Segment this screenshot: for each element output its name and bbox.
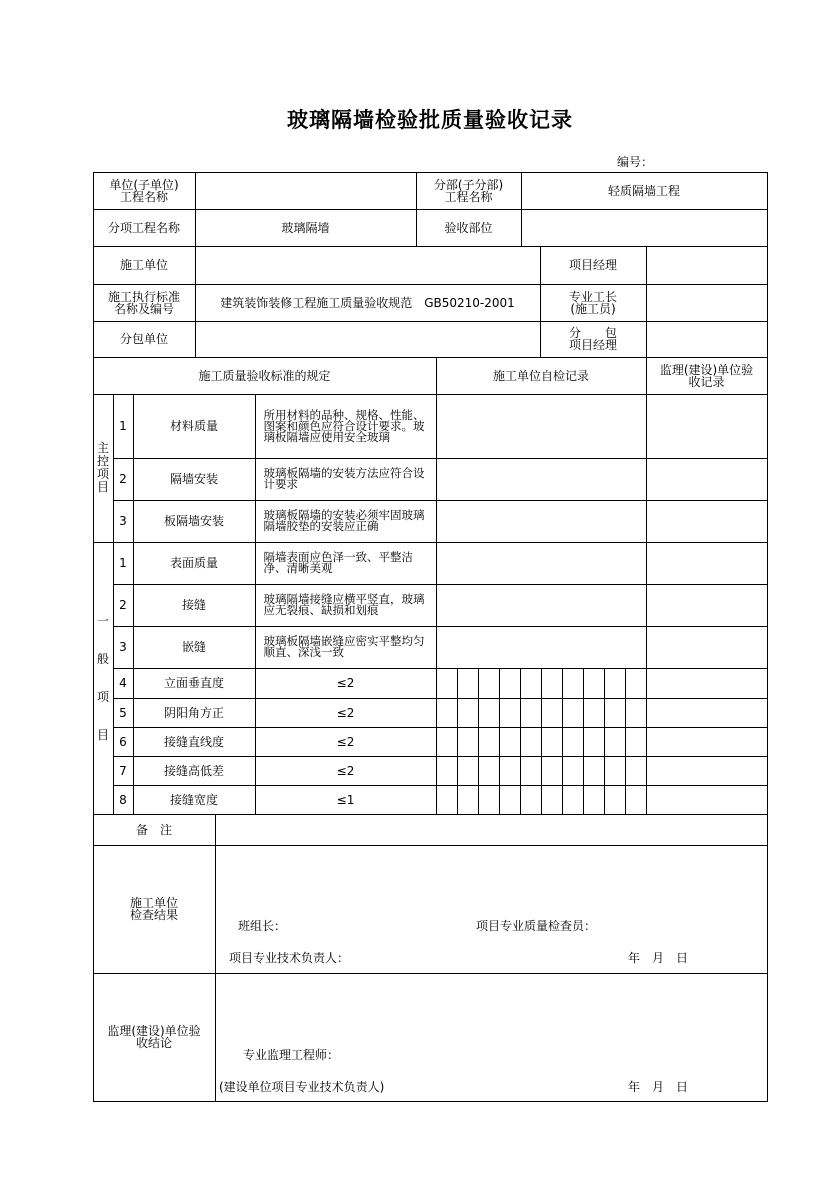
self-check-cell[interactable] xyxy=(562,727,584,757)
main-item-row-spec: 玻璃板隔墙的安装方法应符合设计要求 xyxy=(255,458,437,501)
self-check-cell[interactable] xyxy=(478,785,500,815)
acceptance-part-value[interactable] xyxy=(521,209,768,247)
remarks-value[interactable] xyxy=(215,814,768,846)
self-check-cell[interactable] xyxy=(499,727,521,757)
self-check-cell[interactable] xyxy=(436,668,458,699)
self-check-cell[interactable] xyxy=(625,756,647,786)
standard-label: 施工执行标准名称及编号 xyxy=(93,284,196,322)
main-item-row-no: 1 xyxy=(113,394,134,459)
subcontract-unit-label: 分包单位 xyxy=(93,321,196,358)
general-item-row-no: 2 xyxy=(113,584,134,627)
self-check-cell[interactable] xyxy=(604,698,626,728)
supervision-cell[interactable] xyxy=(646,785,768,815)
self-check-cell[interactable] xyxy=(457,698,479,728)
general-item-row-no: 1 xyxy=(113,542,134,585)
supervision-cell[interactable] xyxy=(646,458,768,501)
self-check-cell[interactable] xyxy=(436,785,458,815)
subcontract-unit-value[interactable] xyxy=(195,321,541,358)
general-item-row-spec: ≤2 xyxy=(255,756,437,786)
serial-label: 编号： xyxy=(617,155,654,169)
sub-division-label: 分部(子分部)工程名称 xyxy=(416,172,522,210)
self-check-cell[interactable] xyxy=(436,727,458,757)
page-title: 玻璃隔墙检验批质量验收记录 xyxy=(287,108,573,132)
self-check-cell[interactable] xyxy=(478,668,500,699)
subcontract-manager-value[interactable] xyxy=(646,321,768,358)
general-group-char: 项 xyxy=(96,689,109,704)
general-item-row-name: 接缝 xyxy=(133,584,256,627)
general-item-row-spec: 玻璃隔墙接缝应横平竖直，玻璃应无裂痕、缺损和划痕 xyxy=(255,584,437,627)
self-check-cell[interactable] xyxy=(541,785,563,815)
supervision-cell[interactable] xyxy=(646,394,768,459)
remarks-label: 备 注 xyxy=(93,814,216,846)
self-check-cell[interactable] xyxy=(436,542,647,585)
self-check-cell[interactable] xyxy=(604,668,626,699)
standard-value[interactable]: 建筑装饰装修工程施工质量验收规范 GB50210-2001 xyxy=(195,284,541,322)
acceptance-part-label: 验收部位 xyxy=(416,209,522,247)
self-check-cell[interactable] xyxy=(583,698,605,728)
self-check-cell[interactable] xyxy=(604,785,626,815)
self-check-cell[interactable] xyxy=(625,785,647,815)
self-check-cell[interactable] xyxy=(583,727,605,757)
unit-project-label: 单位(子单位)工程名称 xyxy=(93,172,196,210)
general-item-row-no: 7 xyxy=(113,756,134,786)
supervision-cell[interactable] xyxy=(646,626,768,669)
main-item-row-name: 材料质量 xyxy=(133,394,256,459)
supervision-cell[interactable] xyxy=(646,668,768,699)
main-item-row-no: 2 xyxy=(113,458,134,501)
self-check-cell[interactable] xyxy=(436,584,647,627)
self-check-cell[interactable] xyxy=(499,668,521,699)
self-check-cell[interactable] xyxy=(478,727,500,757)
self-check-cell[interactable] xyxy=(541,727,563,757)
self-check-cell[interactable] xyxy=(562,668,584,699)
self-check-cell[interactable] xyxy=(541,698,563,728)
general-item-row-no: 3 xyxy=(113,626,134,669)
self-check-cell[interactable] xyxy=(457,727,479,757)
self-check-cell[interactable] xyxy=(520,668,542,699)
self-check-cell[interactable] xyxy=(583,785,605,815)
col-supervision-header: 监理(建设)单位验收记录 xyxy=(646,357,768,395)
owner-tech-lead-label: (建设单位项目专业技术负责人) xyxy=(219,1080,385,1094)
self-check-cell[interactable] xyxy=(583,756,605,786)
supervision-cell[interactable] xyxy=(646,584,768,627)
project-manager-value[interactable] xyxy=(646,246,768,285)
foreman-label: 专业工长(施工员) xyxy=(540,284,647,322)
self-check-cell[interactable] xyxy=(604,727,626,757)
col-standard-header: 施工质量验收标准的规定 xyxy=(93,357,437,395)
self-check-cell[interactable] xyxy=(478,756,500,786)
construction-result-label: 施工单位检查结果 xyxy=(93,845,216,974)
self-check-cell[interactable] xyxy=(562,698,584,728)
construction-date: 年 月 日 xyxy=(628,951,689,965)
general-item-row-spec: 玻璃板隔墙嵌缝应密实平整均匀顺直、深浅一致 xyxy=(255,626,437,669)
subcontract-manager-label-line1: 分 包 xyxy=(568,326,617,340)
subcontract-manager-label-line2: 项目经理 xyxy=(568,338,617,352)
sub-division-value[interactable]: 轻质隔墙工程 xyxy=(521,172,768,210)
self-check-cell[interactable] xyxy=(436,698,458,728)
self-check-cell[interactable] xyxy=(457,668,479,699)
self-check-cell[interactable] xyxy=(436,458,647,501)
unit-project-value[interactable] xyxy=(195,172,417,210)
general-item-row-spec: ≤2 xyxy=(255,668,437,699)
general-item-row-spec: ≤2 xyxy=(255,727,437,757)
self-check-cell[interactable] xyxy=(562,785,584,815)
main-item-row-no: 3 xyxy=(113,500,134,543)
main-item-row-name: 隔墙安装 xyxy=(133,458,256,501)
main-item-row-spec: 所用材料的品种、规格、性能、图案和颜色应符合设计要求。玻璃板隔墙应使用安全玻璃 xyxy=(255,394,437,459)
foreman-value[interactable] xyxy=(646,284,768,322)
subcontract-manager-label xyxy=(540,321,647,358)
supervision-result-label: 监理(建设)单位验收结论 xyxy=(93,973,216,1102)
self-check-cell[interactable] xyxy=(499,756,521,786)
self-check-cell[interactable] xyxy=(625,668,647,699)
supervision-cell[interactable] xyxy=(646,727,768,757)
project-manager-label: 项目经理 xyxy=(540,246,647,285)
supervision-engineer-label: 专业监理工程师： xyxy=(243,1048,340,1062)
general-item-row-no: 4 xyxy=(113,668,134,699)
supervision-date: 年 月 日 xyxy=(628,1080,689,1094)
supervision-cell[interactable] xyxy=(646,500,768,543)
general-item-row-name: 接缝宽度 xyxy=(133,785,256,815)
sub-item-value[interactable]: 玻璃隔墙 xyxy=(195,209,417,247)
general-item-row-no: 8 xyxy=(113,785,134,815)
sub-item-label: 分项工程名称 xyxy=(93,209,196,247)
self-check-cell[interactable] xyxy=(625,727,647,757)
main-item-row-name: 板隔墙安装 xyxy=(133,500,256,543)
self-check-cell[interactable] xyxy=(499,698,521,728)
self-check-cell[interactable] xyxy=(520,785,542,815)
self-check-cell[interactable] xyxy=(541,668,563,699)
general-item-row-name: 嵌缝 xyxy=(133,626,256,669)
self-check-cell[interactable] xyxy=(541,756,563,786)
general-item-row-name: 立面垂直度 xyxy=(133,668,256,699)
self-check-cell[interactable] xyxy=(562,756,584,786)
supervision-cell[interactable] xyxy=(646,756,768,786)
team-leader-label: 班组长： xyxy=(238,919,287,933)
self-check-cell[interactable] xyxy=(457,756,479,786)
col-self-check-header: 施工单位自检记录 xyxy=(436,357,647,395)
general-group-char: 目 xyxy=(96,727,109,742)
self-check-cell[interactable] xyxy=(436,756,458,786)
general-group-char: 一 xyxy=(96,614,109,629)
general-item-row-name: 接缝直线度 xyxy=(133,727,256,757)
general-item-row-name: 表面质量 xyxy=(133,542,256,585)
construction-unit-label: 施工单位 xyxy=(93,246,196,285)
general-item-row-spec: ≤1 xyxy=(255,785,437,815)
self-check-cell[interactable] xyxy=(457,785,479,815)
self-check-cell[interactable] xyxy=(436,394,647,459)
self-check-cell[interactable] xyxy=(436,500,647,543)
construction-unit-value[interactable] xyxy=(195,246,541,285)
general-group-label xyxy=(93,542,114,815)
self-check-cell[interactable] xyxy=(604,756,626,786)
self-check-cell[interactable] xyxy=(436,626,647,669)
supervision-cell[interactable] xyxy=(646,542,768,585)
general-item-row-spec: ≤2 xyxy=(255,698,437,728)
general-item-row-spec: 隔墙表面应色泽一致、平整洁净、清晰美观 xyxy=(255,542,437,585)
self-check-cell[interactable] xyxy=(520,756,542,786)
quality-inspector-label: 项目专业质量检查员： xyxy=(476,919,597,933)
supervision-cell[interactable] xyxy=(646,698,768,728)
general-item-row-no: 6 xyxy=(113,727,134,757)
self-check-cell[interactable] xyxy=(583,668,605,699)
main-group-label: 主控项目 xyxy=(93,394,114,543)
self-check-cell[interactable] xyxy=(520,727,542,757)
general-item-row-no: 5 xyxy=(113,698,134,728)
general-item-row-name: 阴阳角方正 xyxy=(133,698,256,728)
general-group-char: 般 xyxy=(96,652,109,667)
general-item-row-name: 接缝高低差 xyxy=(133,756,256,786)
main-item-row-spec: 玻璃板隔墙的安装必须牢固玻璃隔墙胶垫的安装应正确 xyxy=(255,500,437,543)
self-check-cell[interactable] xyxy=(499,785,521,815)
tech-lead-label: 项目专业技术负责人： xyxy=(229,951,350,965)
self-check-cell[interactable] xyxy=(625,698,647,728)
self-check-cell[interactable] xyxy=(478,698,500,728)
self-check-cell[interactable] xyxy=(520,698,542,728)
